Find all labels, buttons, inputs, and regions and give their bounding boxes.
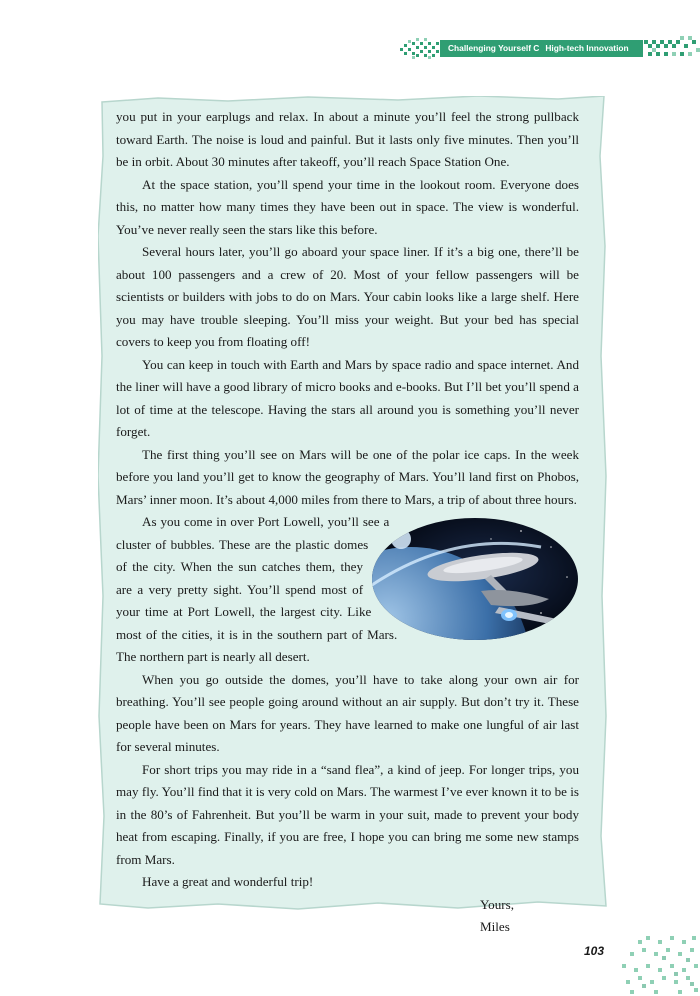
topic-title: High-tech Innovation: [545, 43, 629, 53]
letter-paper: [98, 96, 608, 934]
paragraph-5: The first thing you’ll see on Mars will be one of the polar ice caps. In the week before you land you’ll get to know the geography of Mars. You’ll land first on Phobos, Mars’ inner moon. It’s about 4,000 miles from there to Mars, a trip of about three hours.: [116, 446, 579, 507]
section-header-band: [440, 40, 643, 57]
paragraph-6: As you come in over Port Lowell, you’ll see a cluster of bubbles. These are the plastic domes of the city. When the sun catches them, they are a very pretty sight. You’ll spend most of your time at Port Lowell, the largest city. Like most of the cities, it is in the southern part of Mars. The northern part is nearly all desert.: [116, 514, 398, 664]
paragraph-7: When you go outside the domes, you’ll have to take along your own air for breathing. You’ll see people going around without an air supply. But don’t try it. These people have been on Mars for years. They have learned to make one lungful of air last for several minutes.: [116, 671, 579, 754]
unit-title: Challenging Yourself C: [448, 43, 540, 53]
paragraph-2: At the space station, you’ll spend your time in the lookout room. Everyone does this, no matter how many times they have been out in space. The view is wonderful. You’ve never really seen the stars like this before.: [116, 176, 579, 237]
spaceship-icon: [371, 517, 579, 641]
sign-off: Yours,: [480, 896, 514, 912]
header-pixel-decoration-right: [644, 36, 700, 60]
header-pixel-decoration-left: [398, 38, 440, 60]
paragraph-8: For short trips you may ride in a “sand flea”, a kind of jeep. For longer trips, you may fly. You’ll find that it is very cold on Mars. The warmest I’ve ever known it to be is in the 80’s of Fahrenheit. But you’ll be warm in your suit, made to prevent your body heat from escaping. Finally, if you are free, I hope you can bring me some new stamps from Mars.: [116, 761, 579, 867]
signature: Miles: [480, 919, 510, 934]
page-number: 103: [584, 944, 605, 958]
spaceship-illustration: [371, 517, 579, 641]
paragraph-1: you put in your earplugs and relax. In about a minute you’ll feel the strong pullback toward Earth. The noise is loud and painful. But it lasts only five minutes. Then you’ll be in orbit. About 30 minutes after takeoff, you’ll reach Space Station One.: [116, 109, 579, 169]
closing-line: Have a great and wonderful trip!: [142, 874, 314, 889]
letter-text: [116, 106, 579, 939]
paragraph-3: Several hours later, you’ll go aboard your space liner. If it’s a big one, there’ll be about 100 passengers and a crew of 20. Most of your fellow passengers will be scientists or builders with jobs to do on Mars. Your cabin looks like a large shelf. Here you may have trouble sleeping. You’ll miss your weight. But your bed has special covers to keep you from floating off!: [116, 244, 579, 349]
footer-pixel-decoration: [618, 936, 700, 996]
paragraph-4: You can keep in touch with Earth and Mars by space radio and space internet. And the liner will have a good library of micro books and e-books. But I’ll bet you’ll spend a lot of time at the telescope. Having the stars all around you is something you’ll never forget.: [116, 356, 579, 439]
